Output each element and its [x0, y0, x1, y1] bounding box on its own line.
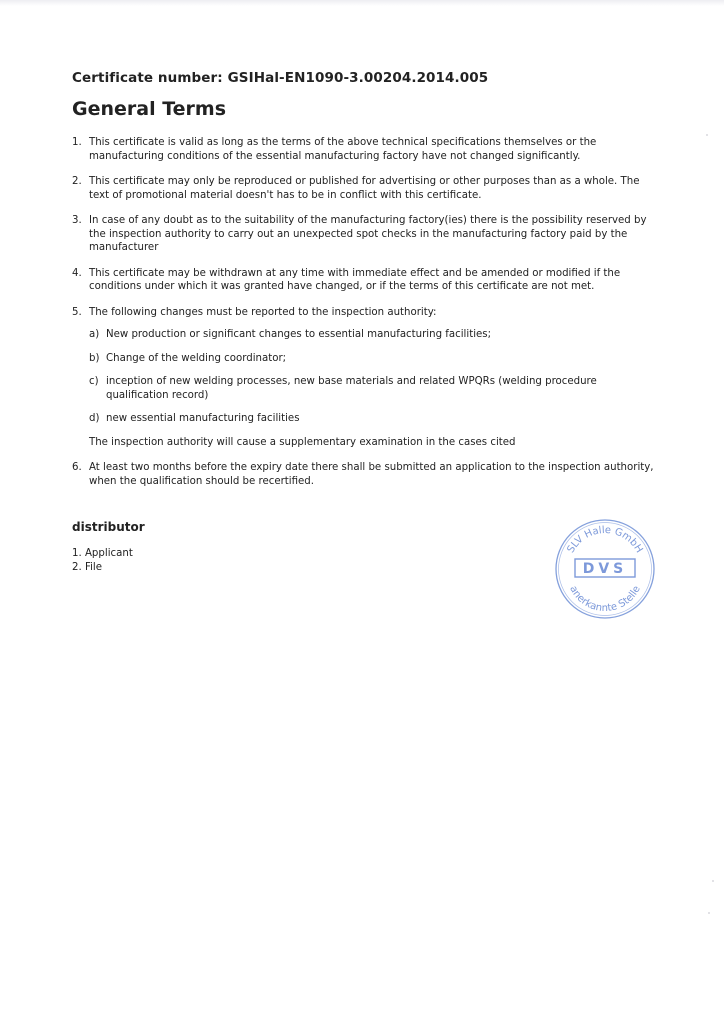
distributor-title: distributor: [72, 520, 145, 534]
term-number: 2.: [72, 176, 82, 187]
stamp-top-text: SLV Halle GmbH: [565, 524, 645, 555]
distributor-item-file: 2. File: [72, 561, 103, 573]
term-number: 6.: [72, 462, 82, 473]
term-text: This certificate may be withdrawn at any time with immediate effect and be amended or modified if the conditions under which it was granted have changed, or if the terms of this certificate are not met.: [89, 267, 621, 292]
term-text: In case of any doubt as to the suitability of the manufacturing factory(ies) there is the possibility reserved by the inspection authority to carry out an unexpected spot checks in the manufacturing factory paid by the manufacturer: [89, 215, 647, 253]
term-item-1: [72, 136, 662, 163]
reportable-changes-list: [89, 328, 662, 426]
sub-text: inception of new welding processes, new base materials and related WPQRs (welding procedure qualification record): [106, 376, 597, 401]
general-terms-list: [72, 136, 662, 488]
term-number: 4.: [72, 267, 82, 279]
sub-text: New production or significant changes to essential manufacturing facilities;: [106, 329, 492, 340]
term-text: The following changes must be reported to the inspection authority:: [89, 306, 437, 318]
page-title: General Terms: [72, 98, 227, 120]
sub-item-d: [89, 412, 662, 426]
supplementary-note: The inspection authority will cause a supplementary examination in the cases cited: [89, 436, 516, 448]
term-text: This certificate may only be reproduced or published for advertising or other purposes than as a whole. The text of promotional material doesn't has to be in conflict with this certificate.: [89, 176, 640, 201]
term-item-4: [72, 267, 662, 294]
term-item-5: [72, 306, 662, 450]
sub-item-c: [89, 375, 662, 402]
sub-item-a: [89, 328, 662, 342]
scan-speck: [708, 912, 710, 914]
stamp-bottom-text: anerkannte Stelle: [567, 584, 643, 615]
slv-halle-stamp: [553, 517, 657, 621]
sub-item-b: [89, 352, 662, 366]
distributor-item-applicant: 1. Applicant: [72, 548, 133, 559]
term-item-2: [72, 175, 662, 202]
scan-edge: [0, 0, 724, 6]
document-page: [72, 70, 662, 574]
term-number: 5.: [72, 306, 82, 318]
stamp-center-text: DVS: [582, 561, 628, 577]
sub-letter: b): [89, 352, 100, 364]
scan-speck: [706, 134, 708, 136]
term-item-3: [72, 214, 662, 255]
term-text: This certificate is valid as long as the terms of the above technical specifications themselves or the manufacturing conditions of the essential manufacturing factory have not changed significantly.: [89, 137, 597, 162]
term-item-6: [72, 461, 662, 488]
sub-letter: c): [89, 376, 99, 387]
sub-letter: a): [89, 329, 100, 340]
certificate-number: Certificate number: GSIHal-EN1090-3.00204.2014.005: [72, 70, 489, 86]
sub-letter: d): [89, 413, 100, 424]
term-text: At least two months before the expiry date there shall be submitted an application to the inspection authority, when the qualification should be recertified.: [89, 462, 654, 487]
scan-speck: [712, 880, 714, 882]
term-number: 3.: [72, 215, 82, 226]
term-number: 1.: [72, 137, 82, 148]
sub-text: new essential manufacturing facilities: [106, 413, 300, 424]
sub-text: Change of the welding coordinator;: [106, 352, 287, 364]
